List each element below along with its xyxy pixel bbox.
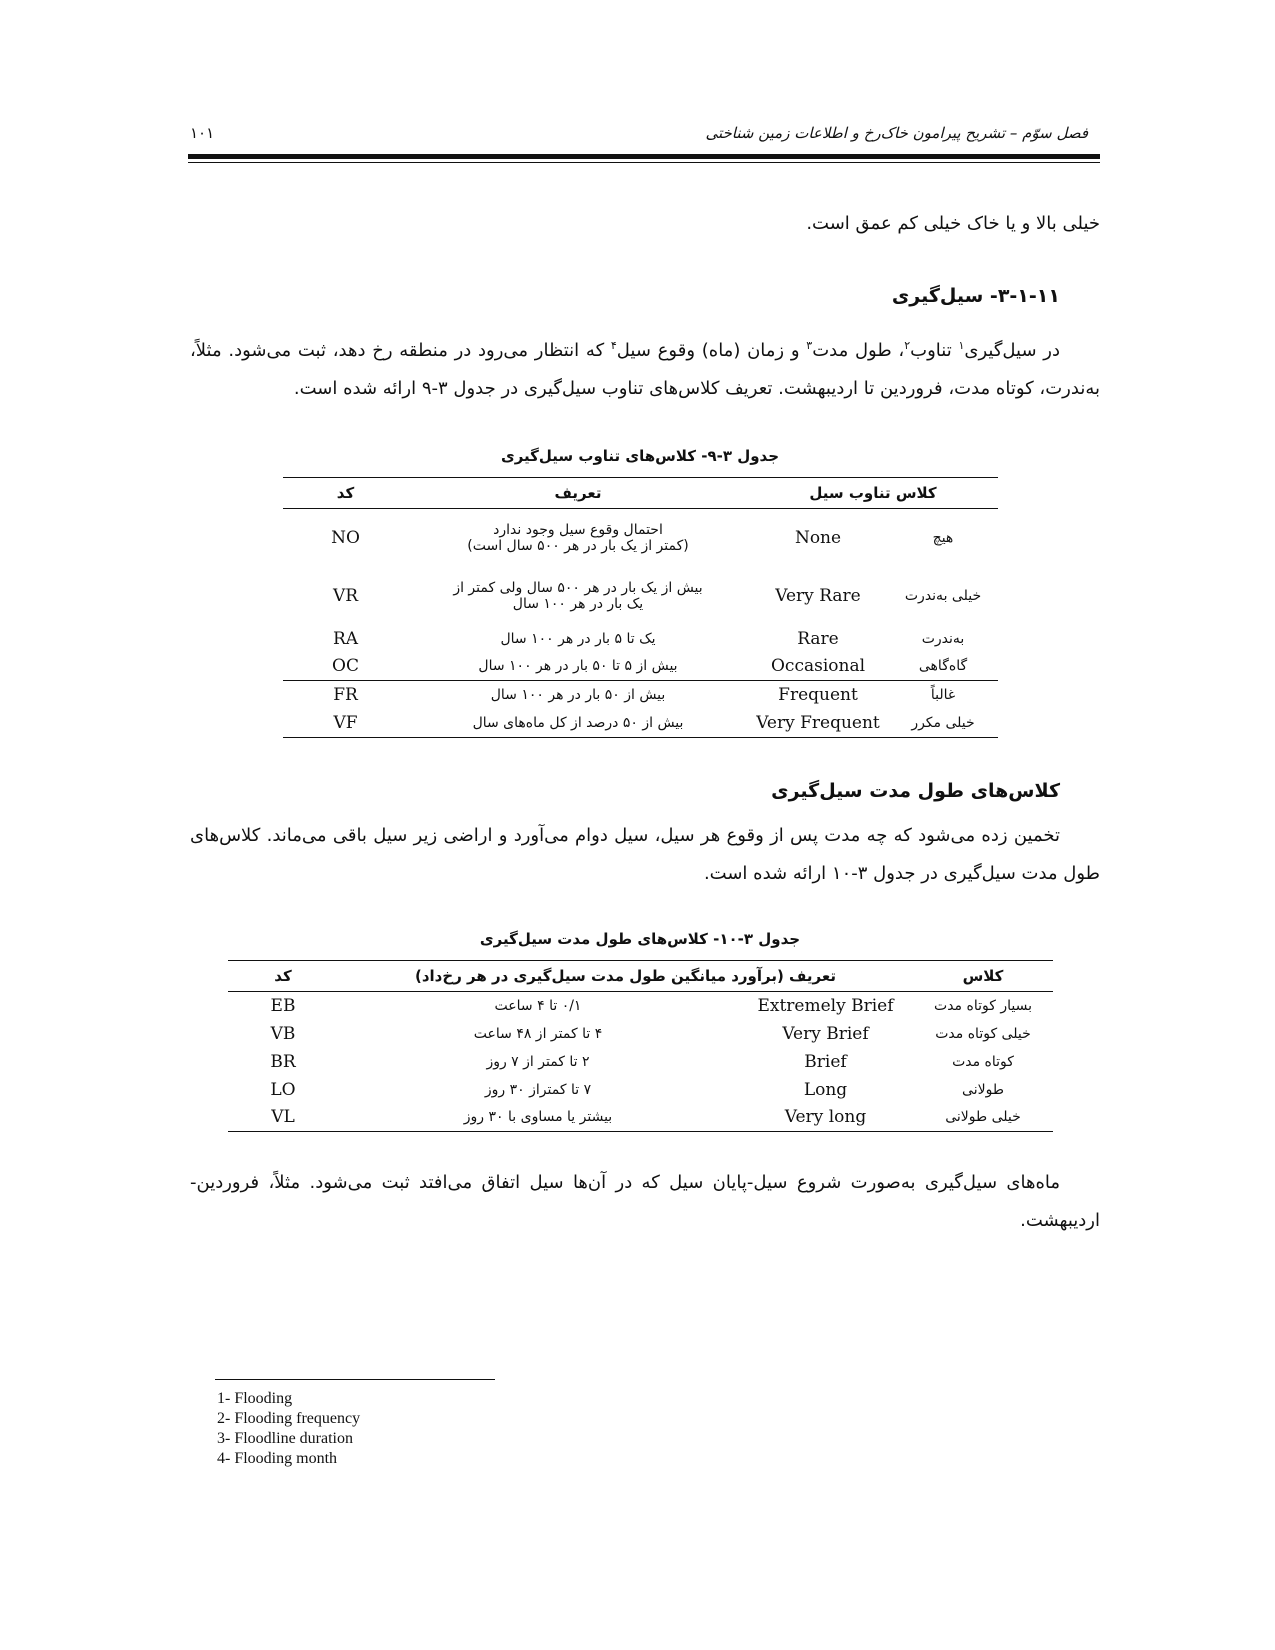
footnote-1: 1- Flooding (217, 1390, 293, 1407)
definition: بیش از ۵ تا ۵۰ بار در هر ۱۰۰ سال (478, 658, 678, 675)
class-en: Long (803, 1079, 848, 1100)
duration-paragraph: تخمین زده می‌شود که چه مدت پس از وقوع هر سیل، سیل دوام می‌آورد و اراضی زیر سیل باقی می‌ماند. کلاس‌های طول مدت سیل‌گیری در جدول ۳-۱۰ ارائه شده است. (190, 825, 1100, 884)
table-row (283, 681, 998, 710)
definition-line2: یک بار در هر ۱۰۰ سال (512, 595, 644, 612)
code: FR (283, 681, 408, 710)
class-en: None (794, 527, 842, 548)
class-en: Very Frequent (748, 710, 888, 738)
table-row (228, 992, 1053, 1020)
class-fa: خیلی به‌ندرت (904, 587, 982, 604)
table-row (228, 1020, 1053, 1048)
intro-part2: تناوب (910, 340, 959, 361)
footnote-ref-3: ۳ (806, 339, 813, 352)
code: VL (228, 1104, 338, 1132)
footnote-ref-1: ۱ (958, 339, 965, 352)
footnote-4: 4- Flooding month (217, 1450, 338, 1467)
class-en: Extremely Brief (757, 995, 894, 1016)
table-row (228, 1076, 1053, 1104)
flood-frequency-table (283, 477, 998, 738)
class-en: Frequent (748, 681, 888, 710)
class-fa: بسیار کوتاه مدت (934, 997, 1032, 1014)
footnote-3: 3- Floodline duration (217, 1430, 353, 1447)
definition: بیش از ۵۰ بار در هر ۱۰۰ سال (408, 681, 748, 710)
table2-header-definition: تعریف (برآورد میانگین طول مدت سیل‌گیری در هر رخ‌داد) (338, 961, 913, 992)
definition: یک تا ۵ بار در هر ۱۰۰ سال (500, 630, 656, 647)
code: VB (270, 1023, 296, 1044)
code: OC (332, 656, 359, 677)
intro-part5: که انتظار می‌رود در منطقه رخ دهد، ثبت می‌شود. مثلاً، به‌ندرت، کوتاه مدت، فروردین تا اردیبهشت. تعریف کلاس‌های تناوب سیل‌گیری در جدول ۳-۹ ارائه شده است. (190, 340, 1100, 399)
class-fa: به‌ندرت (921, 630, 965, 647)
table-row (283, 567, 998, 625)
code: LO (270, 1079, 296, 1100)
table-row (228, 1104, 1053, 1132)
intro-part3: ، طول مدت (812, 340, 905, 361)
class-fa: غالباً (888, 681, 998, 710)
definition-line2: (کمتر از یک بار در هر ۵۰۰ سال است) (467, 537, 689, 554)
continuation-paragraph: خیلی بالا و یا خاک خیلی کم عمق است. (806, 213, 1100, 234)
definition (408, 567, 748, 625)
definition: بیشتر یا مساوی با ۳۰ روز (338, 1104, 738, 1132)
class-fa: طولانی (962, 1081, 1004, 1098)
table2-header-row (228, 961, 1053, 992)
table1-header-class: کلاس تناوب سیل (748, 478, 998, 509)
definition (408, 509, 748, 567)
class-fa: کوتاه مدت (952, 1053, 1014, 1070)
class-fa: هیچ (932, 529, 954, 546)
footnote-rule (215, 1379, 495, 1380)
table-row (283, 710, 998, 738)
code: EB (270, 995, 296, 1016)
definition: ۲ تا کمتر از ۷ روز (486, 1053, 590, 1070)
table2-header-code: کد (228, 961, 338, 992)
footnote-ref-2: ۲ (904, 339, 911, 352)
class-en: Very Brief (782, 1023, 869, 1044)
months-paragraph: ماه‌های سیل‌گیری به‌صورت شروع سیل-پایان سیل که در آن‌ها سیل اتفاق می‌افتد ثبت می‌شود. مثلاً، فروردین- اردیبهشت. (190, 1172, 1100, 1231)
class-en: Very long (738, 1104, 913, 1132)
code: NO (331, 527, 360, 548)
intro-paragraph (190, 332, 1100, 408)
table1-header-definition: تعریف (408, 478, 748, 509)
class-en: Rare (797, 628, 839, 649)
code: RA (332, 628, 359, 649)
class-fa: خیلی طولانی (913, 1104, 1053, 1132)
footnotes (217, 1389, 360, 1469)
table-row (283, 625, 998, 653)
table1-caption: جدول ۳-۹- کلاس‌های تناوب سیل‌گیری (500, 447, 780, 465)
page-number: ۱۰۱ (190, 124, 215, 142)
class-fa: خیلی کوتاه مدت (935, 1025, 1031, 1042)
table-row (228, 1048, 1053, 1076)
definition: بیش از ۵۰ درصد از کل ماه‌های سال (408, 710, 748, 738)
definition-line1: احتمال وقوع سیل وجود ندارد (493, 521, 663, 538)
code: VR (332, 585, 359, 606)
class-fa: گاه‌گاهی (918, 658, 968, 675)
class-fa: خیلی مکرر (888, 710, 998, 738)
definition: ۰/۱ تا ۴ ساعت (494, 997, 582, 1014)
section-heading: ۳-۱-۱۱- سیل‌گیری (891, 285, 1060, 307)
table1-header-row (283, 478, 998, 509)
class-en: Brief (804, 1051, 847, 1072)
running-header-title: فصل سوّم – تشریح پیرامون خاک‌رخ و اطلاعات زمین شناختی (705, 124, 1088, 142)
definition-line1: بیش از یک بار در هر ۵۰۰ سال ولی کمتر از (453, 579, 703, 596)
footnote-2: 2- Flooding frequency (217, 1410, 361, 1427)
intro-part1: در سیل‌گیری (964, 340, 1060, 361)
table-row (283, 509, 998, 567)
code: BR (270, 1051, 296, 1072)
flood-duration-table (228, 960, 1053, 1132)
duration-heading: کلاس‌های طول مدت سیل‌گیری (771, 780, 1060, 802)
table-row (283, 653, 998, 681)
header-rule-thick (188, 154, 1100, 159)
class-en: Occasional (770, 656, 866, 677)
definition: ۴ تا کمتر از ۴۸ ساعت (473, 1025, 603, 1042)
class-en: Very Rare (775, 585, 861, 606)
footnote-ref-4: ۴ (610, 339, 617, 352)
table1-header-code: کد (283, 478, 408, 509)
intro-part4: و زمان (ماه) وقوع سیل (616, 340, 807, 361)
header-rule-thin (188, 162, 1100, 163)
table2-header-class: کلاس (913, 961, 1053, 992)
code: VF (283, 710, 408, 738)
definition: ۷ تا کمتراز ۳۰ روز (484, 1081, 592, 1098)
table2-caption: جدول ۳-۱۰- کلاس‌های طول مدت سیل‌گیری (479, 930, 801, 948)
